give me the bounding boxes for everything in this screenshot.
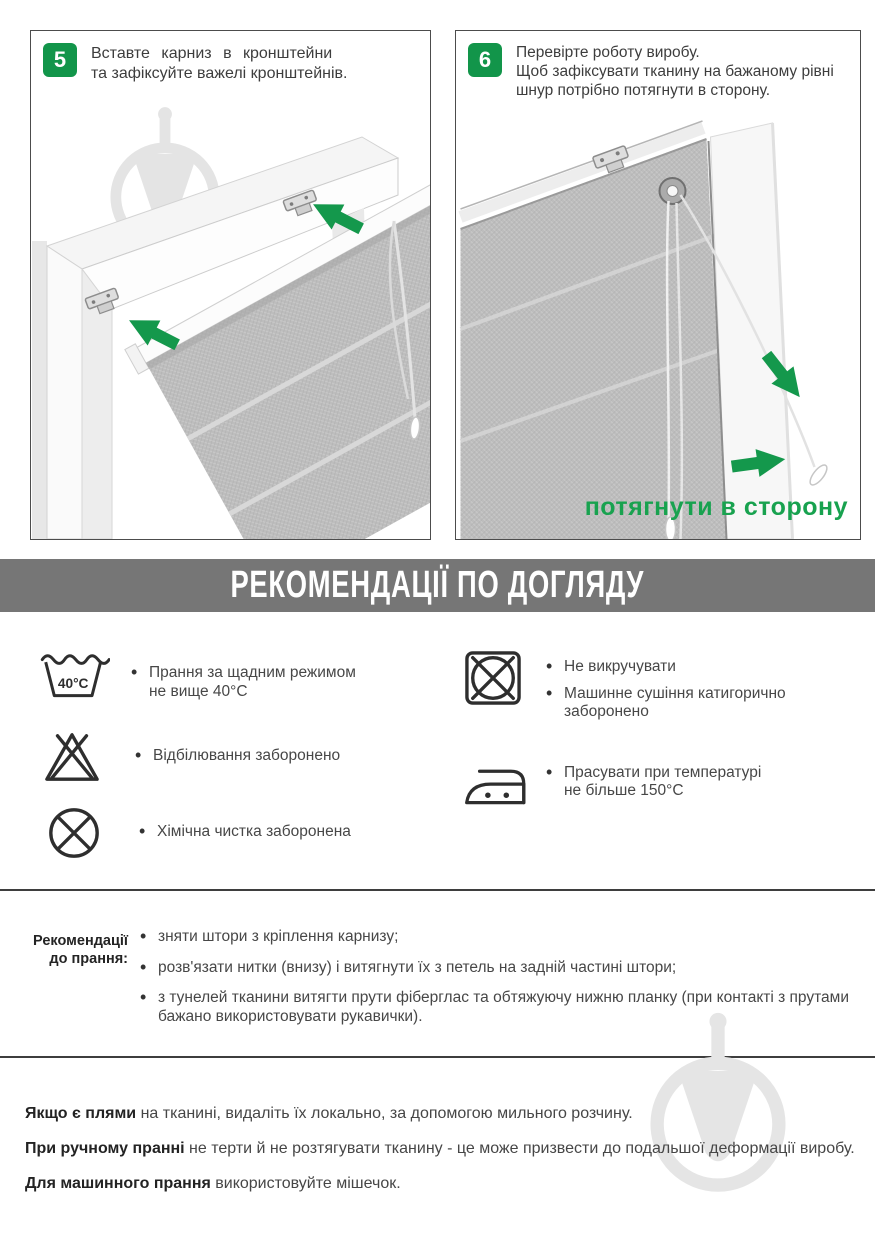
section-divider	[0, 889, 875, 891]
note-stains-text: на тканині, видаліть їх локально, за допомогою мильного розчину.	[136, 1105, 633, 1122]
washing-label-line1: Рекомендації	[33, 933, 128, 949]
care-text: Прасувати при температурі	[564, 763, 762, 781]
step5-line2: та зафіксуйте важелі кронштейнів.	[91, 64, 348, 82]
no-dry-clean-icon	[46, 805, 102, 861]
wash-tub-40-icon	[38, 648, 110, 702]
step6-illustration-cord-pull	[456, 111, 860, 539]
care-recommendations-banner	[0, 559, 875, 612]
note-hand-wash-text: не терти й не розтягувати тканину - це може призвести до подальшої деформації виробу.	[184, 1140, 855, 1158]
note-machine-wash-text: використовуйте мішечок.	[210, 1175, 401, 1193]
step5-instruction-text	[91, 43, 347, 83]
step6-header	[456, 31, 860, 101]
care-column-right	[463, 650, 863, 812]
note-hand-wash-lead: При ручному пранні	[25, 1140, 185, 1158]
care-text-line2: не більше 150°С	[564, 782, 684, 800]
step5-header	[31, 31, 430, 83]
care-item-no-dry-clean	[38, 805, 438, 861]
care-text-line2: заборонено	[564, 703, 649, 721]
step5-number-badge: 5	[43, 43, 77, 77]
care-column-left	[38, 648, 438, 861]
care-text: Машинне сушіння катигорично	[564, 684, 786, 702]
step6-line1: Перевірте роботу виробу.	[516, 44, 700, 61]
care-banner-title: РЕКОМЕНДАЦІЇ ПО ДОГЛЯДУ	[230, 564, 645, 606]
care-text: Відбілювання заборонено	[153, 747, 341, 765]
washing-step-item	[139, 928, 853, 947]
note-machine-wash-lead: Для машинного прання	[25, 1175, 211, 1193]
pull-aside-annotation: потягнути в сторону	[584, 493, 848, 521]
care-text: Хімічна чистка заборонена	[157, 823, 351, 841]
no-bleach-icon	[42, 729, 102, 785]
washing-label	[25, 928, 128, 1038]
no-wring-icon	[463, 650, 523, 706]
step6-line3: шнур потрібно потягнути в сторону.	[516, 81, 771, 99]
note-stains	[25, 1104, 857, 1123]
care-item-iron	[463, 754, 863, 812]
step6-instruction-text	[516, 43, 834, 101]
care-item-wash-40	[38, 648, 438, 709]
step6-line2: Щоб зафіксувати тканину на бажаному рівні	[516, 62, 834, 80]
step6-number-badge: 6	[468, 43, 502, 77]
note-hand-wash	[25, 1139, 857, 1158]
washing-step-text: зняти штори з кріплення карнизу;	[158, 928, 399, 945]
care-text: Не викручувати	[564, 658, 676, 675]
washing-step-text: з тунелей тканини витягти прути фіберглас та обтяжуючу нижню планку (при контакті з прутами бажано використовувати рукавички).	[158, 989, 849, 1025]
care-text: Прання за щадним режимом	[149, 664, 356, 681]
step5-panel	[30, 30, 431, 540]
bottom-notes-section	[25, 1088, 857, 1204]
care-item-no-wring	[463, 650, 863, 730]
washing-step-text: розв'язати нитки (внизу) і витягнути їх з петель на задній частині штори;	[158, 958, 677, 976]
wash-temp-label: 40°C	[57, 675, 89, 691]
note-stains-lead: Якщо є плями	[25, 1105, 137, 1122]
step6-panel	[455, 30, 861, 540]
iron-icon	[463, 760, 533, 812]
note-machine-wash	[25, 1174, 857, 1193]
step5-illustration-window-brackets	[31, 101, 430, 539]
step5-line1: Вставте карниз в кронштейни	[91, 45, 333, 62]
washing-step-item	[139, 959, 853, 978]
care-item-no-bleach	[38, 729, 438, 785]
care-text-line2: не вище 40°С	[149, 682, 248, 700]
washing-label-line2: до прання:	[49, 951, 128, 968]
